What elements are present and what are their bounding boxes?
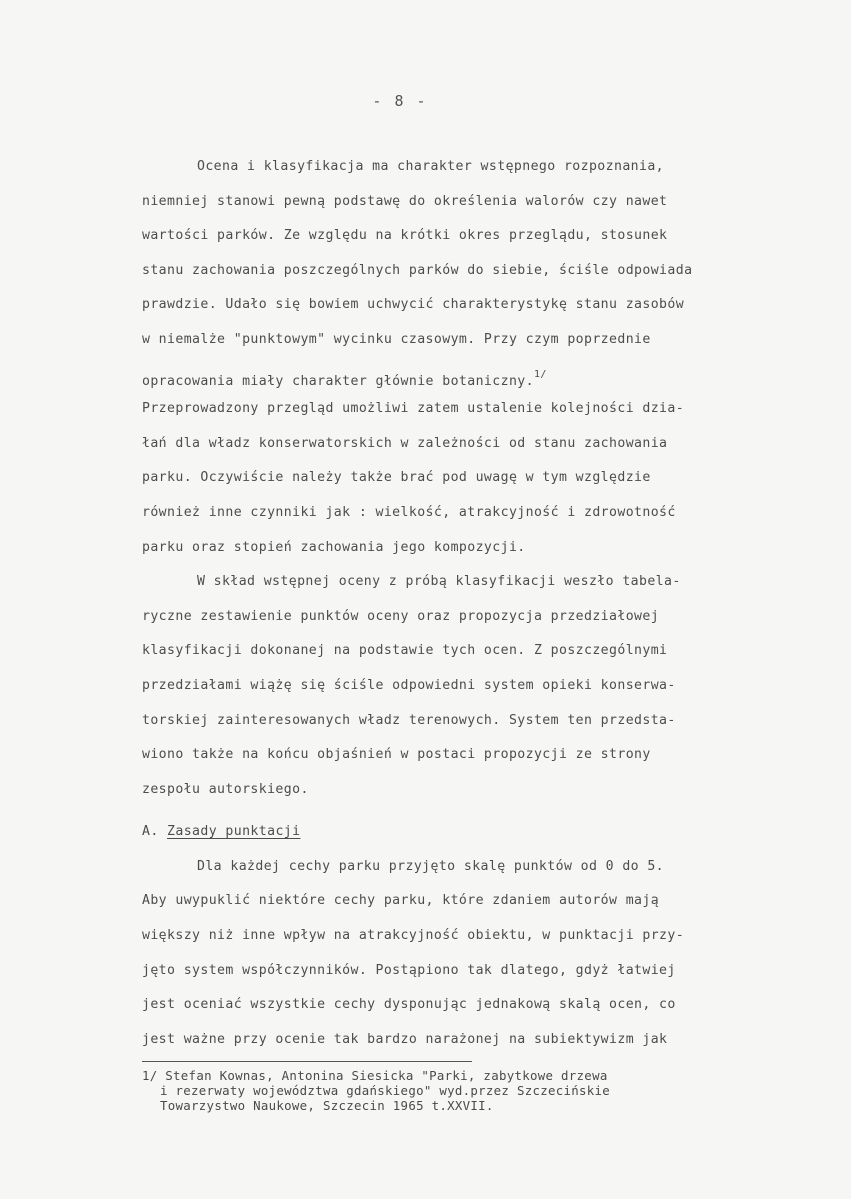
footnote-line: 1/ Stefan Kownas, Antonina Siesicka "Parki, zabytkowe drzewa [142, 1068, 608, 1083]
text-line: Przeprowadzony przegląd umożliwi zatem ustalenie kolejności dzia- [142, 401, 685, 417]
footnote-reference: 1/ [533, 368, 547, 380]
text-line: parku. Oczywiście należy także brać pod uwagę w tym względzie [142, 470, 651, 486]
footnote-line: Towarzystwo Naukowe, Szczecin 1965 t.XXVII. [160, 1098, 494, 1113]
paragraph-4 [142, 850, 812, 1058]
footnote-line: i rezerwaty województwa gdańskiego" wyd.przez Szczecińskie [160, 1083, 611, 1098]
footnote [142, 1068, 822, 1113]
text-line: jęto system współczynników. Postąpiono tak dlatego, gdyż łatwiej [142, 962, 676, 978]
text-line: W skład wstępnej oceny z próbą klasyfikacji weszło tabela- [197, 574, 681, 590]
text-line: w niemalże "punktowym" wycinku czasowym. Przy czym poprzednie [142, 331, 651, 347]
text-line: prawdzie. Udało się bowiem uchwycić charakterystykę stanu zasobów [142, 297, 685, 313]
text-line: ryczne zestawienie punktów oceny oraz propozycja przedziałowej [142, 608, 660, 624]
section-heading [142, 815, 812, 850]
text-line: Aby uwypuklić niektóre cechy parku, które zdaniem autorów mają [142, 893, 660, 909]
paragraph-2 [142, 392, 812, 565]
page-number: - 8 - [372, 92, 428, 110]
text-line-content: opracowania miały charakter głównie botaniczny. [142, 373, 534, 389]
text-line: niemniej stanowi pewną podstawę do określenia walorów czy nawet [142, 193, 668, 209]
text-line: zespołu autorskiego. [142, 781, 309, 797]
text-line: torskiej zainteresowanych władz terenowych. System ten przedsta- [142, 712, 676, 728]
section-prefix: A. [142, 824, 159, 840]
footnote-divider [142, 1061, 472, 1062]
text-line: parku oraz stopień zachowania jego kompozycji. [142, 539, 526, 555]
text-line: wartości parków. Ze względu na krótki okres przeglądu, stosunek [142, 228, 668, 244]
text-line: łań dla władz konserwatorskich w zależności od stanu zachowania [142, 435, 668, 451]
text-line: klasyfikacji dokonanej na podstawie tych ocen. Z poszczególnymi [142, 643, 668, 659]
text-line: wiono także na końcu objaśnień w postaci propozycji ze strony [142, 747, 651, 763]
text-line: Ocena i klasyfikacja ma charakter wstępnego rozpoznania, [197, 159, 665, 174]
text-line: jest oceniać wszystkie cechy dysponując jednakową skalą ocen, co [142, 997, 676, 1013]
paragraph-1 [142, 150, 812, 392]
text-line: Dla każdej cechy parku przyjęto skalę punktów od 0 do 5. [197, 858, 665, 874]
text-line: jest ważne przy ocenie tak bardzo narażonej na subiektywizm jak [142, 1031, 668, 1047]
section-title: Zasady punktacji [167, 824, 301, 840]
text-line: również inne czynniki jak : wielkość, atrakcyjność i zdrowotność [142, 504, 676, 520]
paragraph-3 [142, 565, 812, 807]
text-line: większy niż inne wpływ na atrakcyjność obiektu, w punktacji przy- [142, 928, 685, 944]
text-line: przedziałami wiążę się ściśle odpowiedni system opieki konserwa- [142, 677, 676, 693]
body-text [142, 150, 812, 1057]
text-line: stanu zachowania poszczególnych parków do siebie, ściśle odpowiada [142, 262, 693, 278]
text-line [142, 358, 812, 393]
